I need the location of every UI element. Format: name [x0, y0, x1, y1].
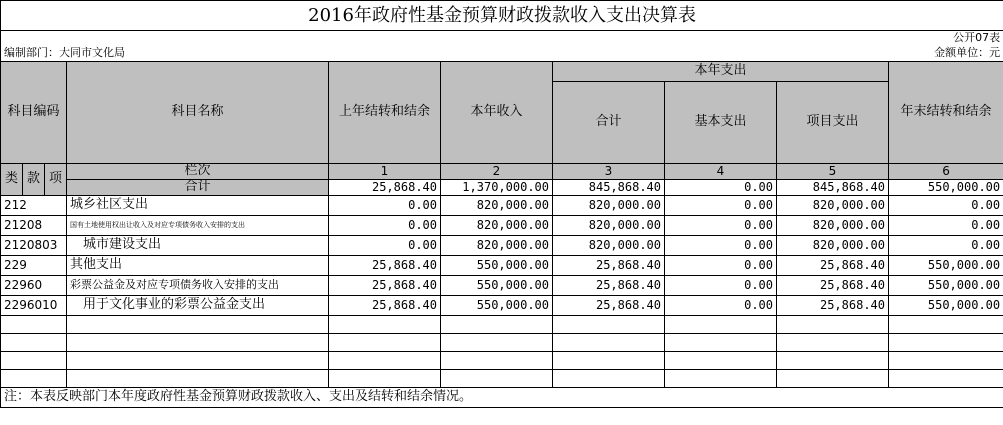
row-end: 0.00 — [889, 215, 1003, 235]
row-prev: 25,868.40 — [329, 295, 441, 315]
row-code: 22960 — [1, 275, 67, 295]
row-total: 820,000.00 — [553, 195, 665, 215]
row-prev: 0.00 — [329, 235, 441, 255]
report-title: 2016年政府性基金预算财政拨款收入支出决算表 — [1, 1, 1003, 31]
total-income: 1,370,000.00 — [441, 179, 553, 195]
row-basic: 0.00 — [665, 295, 777, 315]
row-code: 229 — [1, 255, 67, 275]
row-project: 25,868.40 — [777, 255, 889, 275]
department-label: 编制部门：大同市文化局 — [1, 45, 441, 61]
row-end: 550,000.00 — [889, 295, 1003, 315]
row-prev: 25,868.40 — [329, 275, 441, 295]
row-total: 820,000.00 — [553, 215, 665, 235]
header-project: 项目支出 — [777, 81, 889, 163]
header-name: 科目名称 — [67, 61, 329, 163]
row-income: 820,000.00 — [441, 215, 553, 235]
row-basic: 0.00 — [665, 195, 777, 215]
total-end: 550,000.00 — [889, 179, 1003, 195]
row-total: 25,868.40 — [553, 255, 665, 275]
unit-label: 金额单位：元 — [441, 45, 1003, 61]
row-project: 820,000.00 — [777, 215, 889, 235]
col-index-2: 2 — [441, 163, 553, 179]
table-row — [1, 235, 1003, 255]
row-name: 彩票公益金及对应专项债务收入安排的支出 — [67, 275, 329, 295]
col-index-1: 1 — [329, 163, 441, 179]
total-label: 合计 — [67, 179, 329, 195]
row-project: 25,868.40 — [777, 295, 889, 315]
header-expense-group: 本年支出 — [553, 61, 889, 81]
row-income: 820,000.00 — [441, 195, 553, 215]
col-index-6: 6 — [889, 163, 1003, 179]
row-code: 2120803 — [1, 235, 67, 255]
row-project: 820,000.00 — [777, 195, 889, 215]
row-end: 550,000.00 — [889, 275, 1003, 295]
row-name: 城乡社区支出 — [67, 195, 329, 215]
row-basic: 0.00 — [665, 215, 777, 235]
col-index-4: 4 — [665, 163, 777, 179]
row-name: 城市建设支出 — [67, 235, 329, 255]
total-basic: 0.00 — [665, 179, 777, 195]
row-income: 820,000.00 — [441, 235, 553, 255]
total-total: 845,868.40 — [553, 179, 665, 195]
row-basic: 0.00 — [665, 255, 777, 275]
table-row — [1, 275, 1003, 295]
header-lanci: 栏次 — [67, 163, 329, 179]
row-basic: 0.00 — [665, 275, 777, 295]
empty-row — [1, 315, 1003, 333]
col-index-5: 5 — [777, 163, 889, 179]
footnote: 注：本表反映部门本年度政府性基金预算财政拨款收入、支出及结转和结余情况。 — [1, 387, 1003, 407]
table-row — [1, 295, 1003, 315]
form-code: 公开07表 — [1, 31, 1003, 46]
header-total: 合计 — [553, 81, 665, 163]
header-prev: 上年结转和结余 — [329, 61, 441, 163]
row-prev: 0.00 — [329, 215, 441, 235]
row-project: 25,868.40 — [777, 275, 889, 295]
header-lei: 类 — [1, 163, 23, 195]
row-end: 550,000.00 — [889, 255, 1003, 275]
row-project: 820,000.00 — [777, 235, 889, 255]
total-project: 845,868.40 — [777, 179, 889, 195]
header-income: 本年收入 — [441, 61, 553, 163]
header-basic: 基本支出 — [665, 81, 777, 163]
row-total: 25,868.40 — [553, 295, 665, 315]
row-prev: 25,868.40 — [329, 255, 441, 275]
row-name: 用于文化事业的彩票公益金支出 — [67, 295, 329, 315]
row-end: 0.00 — [889, 235, 1003, 255]
header-kuan: 款 — [23, 163, 45, 195]
header-code: 科目编码 — [1, 61, 67, 163]
row-end: 0.00 — [889, 195, 1003, 215]
row-code: 212 — [1, 195, 67, 215]
row-basic: 0.00 — [665, 235, 777, 255]
empty-row — [1, 333, 1003, 351]
total-row — [1, 179, 1003, 195]
col-index-3: 3 — [553, 163, 665, 179]
row-total: 820,000.00 — [553, 235, 665, 255]
total-prev: 25,868.40 — [329, 179, 441, 195]
table-row — [1, 215, 1003, 235]
header-xiang: 项 — [45, 163, 67, 195]
table-row — [1, 195, 1003, 215]
row-income: 550,000.00 — [441, 275, 553, 295]
empty-row — [1, 351, 1003, 369]
row-prev: 0.00 — [329, 195, 441, 215]
row-income: 550,000.00 — [441, 295, 553, 315]
row-code: 21208 — [1, 215, 67, 235]
row-name: 国有土地使用权出让收入及对应专项债务收入安排的支出 — [67, 215, 329, 235]
row-name: 其他支出 — [67, 255, 329, 275]
header-end: 年末结转和结余 — [889, 61, 1003, 163]
row-total: 25,868.40 — [553, 275, 665, 295]
table-row — [1, 255, 1003, 275]
empty-row — [1, 369, 1003, 387]
row-code: 2296010 — [1, 295, 67, 315]
row-income: 550,000.00 — [441, 255, 553, 275]
